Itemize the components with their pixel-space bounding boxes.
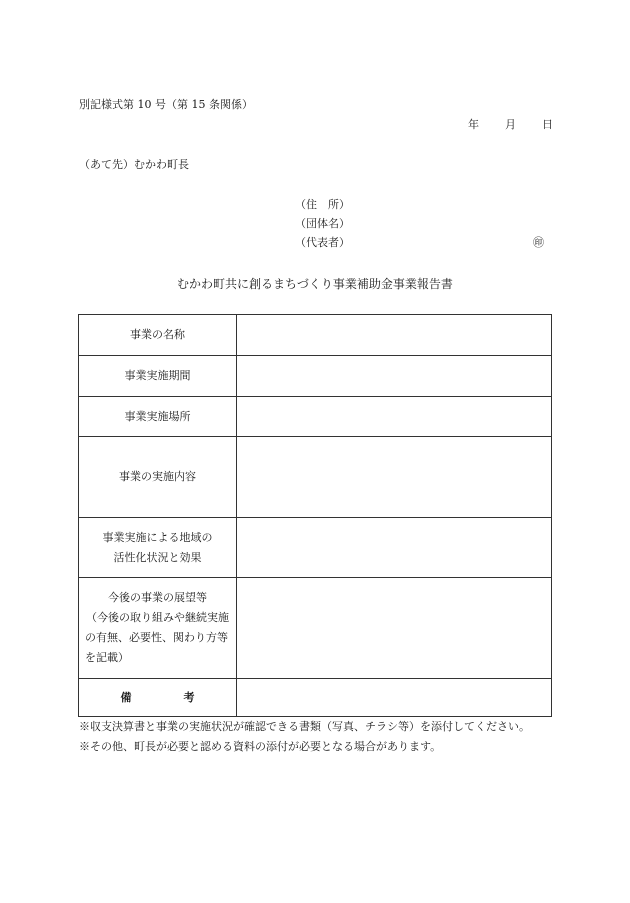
table-row-outlook — [79, 578, 552, 679]
note-additional: ※その他、町長が必要と認める資料の添付が必要となる場合があります。 — [79, 740, 442, 753]
row-value-name[interactable] — [237, 315, 552, 356]
row-value-remarks[interactable] — [237, 679, 552, 717]
row-value-outlook[interactable] — [237, 578, 552, 679]
applicant-block — [295, 198, 550, 255]
address-label: （住 所） — [295, 198, 350, 211]
addressee: （あて先）むかわ町長 — [79, 158, 189, 171]
note-attachments: ※収支決算書と事業の実施状況が確認できる書類（写真、チラシ等）を添付してください。 — [79, 720, 530, 733]
label-line: を記載） — [85, 651, 129, 664]
row-label — [79, 578, 237, 679]
row-label — [79, 437, 237, 518]
remarks-label — [79, 679, 237, 717]
row-value-location[interactable] — [237, 397, 552, 437]
label-line: 事業実施場所 — [124, 409, 191, 423]
table-row-effects — [79, 518, 552, 578]
seal-mark: ㊞ — [533, 236, 544, 249]
organization-field[interactable] — [295, 217, 550, 236]
label-line: の有無、必要性、関わり方等 — [85, 631, 228, 644]
row-label — [79, 397, 237, 437]
date-day: 日 — [542, 118, 553, 131]
organization-label: （団体名） — [295, 217, 350, 230]
row-value-content[interactable] — [237, 437, 552, 518]
table-row-name — [79, 315, 552, 356]
date-year: 年 — [468, 118, 479, 131]
report-table — [78, 314, 552, 717]
form-number: 別記様式第 10 号（第 15 条関係） — [79, 98, 253, 111]
address-field[interactable] — [295, 198, 550, 217]
table-row-location — [79, 397, 552, 437]
remarks-label-right: 考 — [183, 690, 195, 704]
row-value-period[interactable] — [237, 356, 552, 397]
document-title: むかわ町共に創るまちづくり事業補助金事業報告書 — [177, 277, 453, 291]
table-row-remarks — [79, 679, 552, 717]
row-value-effects[interactable] — [237, 518, 552, 578]
label-line: 事業実施期間 — [124, 369, 191, 382]
label-line: 今後の事業の展望等 — [108, 591, 207, 604]
row-label — [79, 356, 237, 397]
representative-field[interactable] — [295, 236, 550, 255]
row-label — [79, 315, 237, 356]
date-line — [468, 118, 553, 132]
remarks-label-left: 備 — [120, 690, 132, 704]
label-line: 活性化状況と効果 — [113, 550, 202, 564]
table-row-content — [79, 437, 552, 518]
table-row-period — [79, 356, 552, 397]
label-line: 事業の名称 — [130, 328, 185, 341]
representative-label: （代表者） — [295, 236, 350, 249]
row-label — [79, 518, 237, 578]
label-line: 事業実施による地域の — [102, 530, 213, 544]
date-month: 月 — [505, 118, 516, 131]
label-line: 事業の実施内容 — [119, 470, 196, 483]
label-line: （今後の取り組みや継続実施 — [86, 611, 229, 624]
